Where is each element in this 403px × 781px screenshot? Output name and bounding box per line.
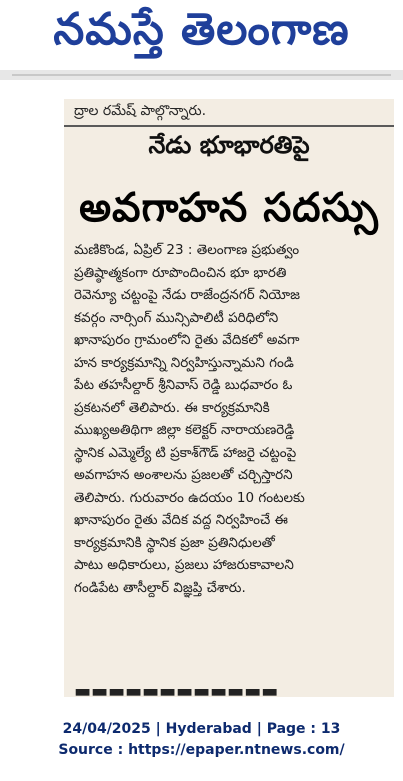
separator-line xyxy=(12,74,391,76)
article-body-line: ఖానాపురం రైతు వేదిక వద్ద నిర్వహించే ఈ xyxy=(74,512,288,528)
article-body-line: స్థానిక ఎమ్మెల్యే టి ప్రకాశ్‌గౌడ్ హాజరై చట్టంపై xyxy=(74,444,297,461)
masthead xyxy=(0,0,403,70)
article-headline: అవగాహన సదస్సు xyxy=(79,185,379,231)
footer-date-page: 24/04/2025 | Hyderabad | Page : 13 xyxy=(62,721,341,737)
article-body-line: మణికొండ, ఏప్రిల్ 23 : తెలంగాణ ప్రభుత్వం xyxy=(74,242,300,258)
article-body-line: ఖానాపురం గ్రామంలోని రైతు వేదికలో అవగా xyxy=(74,332,300,348)
footer-source: Source : https://epaper.ntnews.com/ xyxy=(58,742,345,758)
separator-band xyxy=(0,70,403,80)
article-body-line: కవర్గం నార్సింగ్ మున్సిపాలిటీ పరిధిలోని xyxy=(74,309,279,326)
article-body-line: హన కార్యక్రమాన్ని నిర్వహిస్తున్నామని గండి xyxy=(74,354,294,371)
article-body-line: అవగాహన అంశాలను ప్రజలతో చర్చిస్తారని xyxy=(74,467,293,483)
article-body-line: కార్యక్రమానికి స్థానిక ప్రజా ప్రతినిధులతో xyxy=(74,534,275,551)
article-body-line: తెలిపారు. గురువారం ఉదయం 10 గంటలకు xyxy=(74,489,305,506)
previous-article-line: ద్రాల రమేష్ పాల్గొన్నారు. xyxy=(74,103,207,119)
masthead-title: నమస్తే తెలంగాణ xyxy=(53,4,350,55)
top-rule xyxy=(64,125,394,127)
article-body xyxy=(74,239,386,599)
next-article-cut-off: ▬▬▬▬▬▬▬▬▬▬▬▬ xyxy=(74,681,279,697)
article-body-line: రెవెన్యూ చట్టంపై నేడు రాజేంద్రనగర్ నియోజ xyxy=(74,287,300,303)
article-body-line: పాటు అధికారులు, ప్రజలు హాజరుకావాలని xyxy=(74,557,294,573)
news-clipping xyxy=(64,99,394,697)
article-body-line: ప్రతిష్ఠాత్మకంగా రూపొందించిన భూ భారతి xyxy=(74,264,287,281)
article-body-line: ప్రకటనలో తెలిపారు. ఈ కార్యక్రమానికి xyxy=(74,399,270,416)
article-body-line: పేట తహసీల్దార్ శ్రీనివాస్ రెడ్డి బుధవారం ఓ xyxy=(74,377,293,393)
article-kicker: నేడు భూభారతిపై xyxy=(148,131,310,159)
article-body-line: ముఖ్యఅతిథిగా జిల్లా కలెక్టర్ నారాయణరెడ్డి xyxy=(74,422,295,438)
article-body-line: గండిపేట తాసీల్దార్ విజ్ఞప్తి చేశారు. xyxy=(74,579,246,596)
